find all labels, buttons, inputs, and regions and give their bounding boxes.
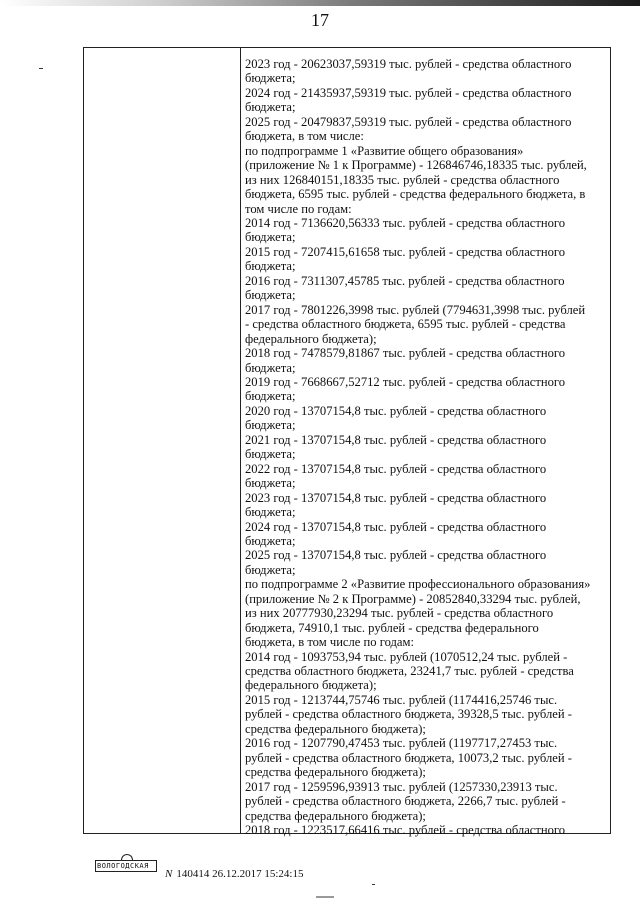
text-line: 2020 год - 13707154,8 тыс. рублей - средства областного [245,403,547,418]
scan-edge-shadow [0,0,640,6]
text-line: средства федерального бюджета); [245,721,426,736]
text-line: рублей - средства областного бюджета, 10073,2 тыс. рублей - [245,750,572,765]
text-line: бюджета; [245,533,296,548]
text-line: бюджета; [245,447,296,462]
stamp-cells: ВОЛОГОДСКАЯ [97,862,149,870]
text-line: 2025 год - 20479837,59319 тыс. рублей - средства областного [245,114,572,129]
text-line: 2021 год - 13707154,8 тыс. рублей - средства областного [245,432,547,447]
text-line: средства областного бюджета, 23241,7 тыс. рублей - средства [245,664,574,679]
text-line: (приложение № 2 к Программе) - 20852840,33294 тыс. рублей, [245,591,581,606]
text-line: 2018 год - 1223517,66416 тыс. рублей - средства областного [245,823,566,838]
text-line: бюджета, 6595 тыс. рублей - средства федерального бюджета, в [245,187,586,202]
text-line: по подпрограмме 2 «Развитие профессионального образования» [245,577,591,592]
text-line: 2015 год - 7207415,61658 тыс. рублей - средства областного [245,244,566,259]
passport-table [83,47,611,838]
text-line: бюджета; [245,360,296,375]
table-left-cell [84,48,241,833]
table-right-cell [245,57,607,837]
text-line: 2019 год - 7668667,52712 тыс. рублей - средства областного [245,374,566,389]
text-line: бюджета; [245,71,296,86]
text-line: бюджета; [245,476,296,491]
text-line: (приложение № 1 к Программе) - 126846746,18335 тыс. рублей, [245,158,587,173]
text-line: 2017 год - 1259596,93913 тыс. рублей (1257330,23913 тыс. [245,779,558,794]
text-line: из них 20777930,23294 тыс. рублей - средства областного [245,606,554,621]
text-line: бюджета; [245,259,296,274]
text-line: 2014 год - 7136620,56333 тыс. рублей - средства областного [245,215,566,230]
text-line: бюджета; [245,562,296,577]
text-line: бюджета; [245,288,296,303]
text-line: федерального бюджета); [245,678,377,693]
text-line: - средства областного бюджета, 6595 тыс. рублей - средства [245,317,566,332]
text-line: 2024 год - 13707154,8 тыс. рублей - средства областного [245,519,547,534]
text-line: том числе по годам: [245,201,352,216]
text-line: 2025 год - 13707154,8 тыс. рублей - средства областного [245,548,547,563]
text-line: 2018 год - 7478579,81867 тыс. рублей - средства областного [245,346,566,361]
text-line: 2015 год - 1213744,75746 тыс. рублей (1174416,25746 тыс. [245,692,558,707]
registration-symbol: N [165,868,173,880]
text-line: 2022 год - 13707154,8 тыс. рублей - средства областного [245,461,547,476]
stray-dash [372,884,375,885]
text-line: 2023 год - 20623037,59319 тыс. рублей - средства областного [245,57,572,71]
text-line: бюджета, в том числе: [245,129,364,144]
text-line: бюджета; [245,418,296,433]
registry-stamp-icon [95,854,157,876]
text-line: из них 126840151,18335 тыс. рублей - средства областного [245,172,560,187]
text-line: 2024 год - 21435937,59319 тыс. рублей - средства областного [245,85,572,100]
text-line: средства федерального бюджета); [245,765,426,780]
text-line: бюджета; [245,389,296,404]
registration-stamp [165,868,303,880]
text-line: средства федерального бюджета); [245,808,426,823]
stray-mark [39,68,43,69]
text-line: 2014 год - 1093753,94 тыс. рублей (1070512,24 тыс. рублей - [245,649,568,664]
scan-bottom-mark [316,896,334,898]
page-number: 17 [311,10,329,30]
text-line: 2016 год - 1207790,47453 тыс. рублей (1197717,27453 тыс. [245,736,558,751]
text-line: по подпрограмме 1 «Развитие общего образования» [245,143,524,158]
text-line: бюджета; [245,505,296,520]
text-line: 2023 год - 13707154,8 тыс. рублей - средства областного [245,490,547,505]
text-line: бюджета; [245,100,296,115]
text-line: бюджета, 74910,1 тыс. рублей - средства федерального [245,620,539,635]
text-line: федерального бюджета); [245,331,377,346]
text-line: 2016 год - 7311307,45785 тыс. рублей - средства областного [245,273,565,288]
text-line: 2017 год - 7801226,3998 тыс. рублей (7794631,3998 тыс. рублей [245,302,586,317]
text-line: бюджета; [245,230,296,245]
text-line: бюджета, в том числе по годам: [245,635,414,650]
text-line: рублей - средства областного бюджета, 39328,5 тыс. рублей - [245,707,572,722]
text-line: рублей - средства областного бюджета, 2266,7 тыс. рублей - [245,794,566,809]
registration-text: 140414 26.12.2017 15:24:15 [176,868,304,880]
